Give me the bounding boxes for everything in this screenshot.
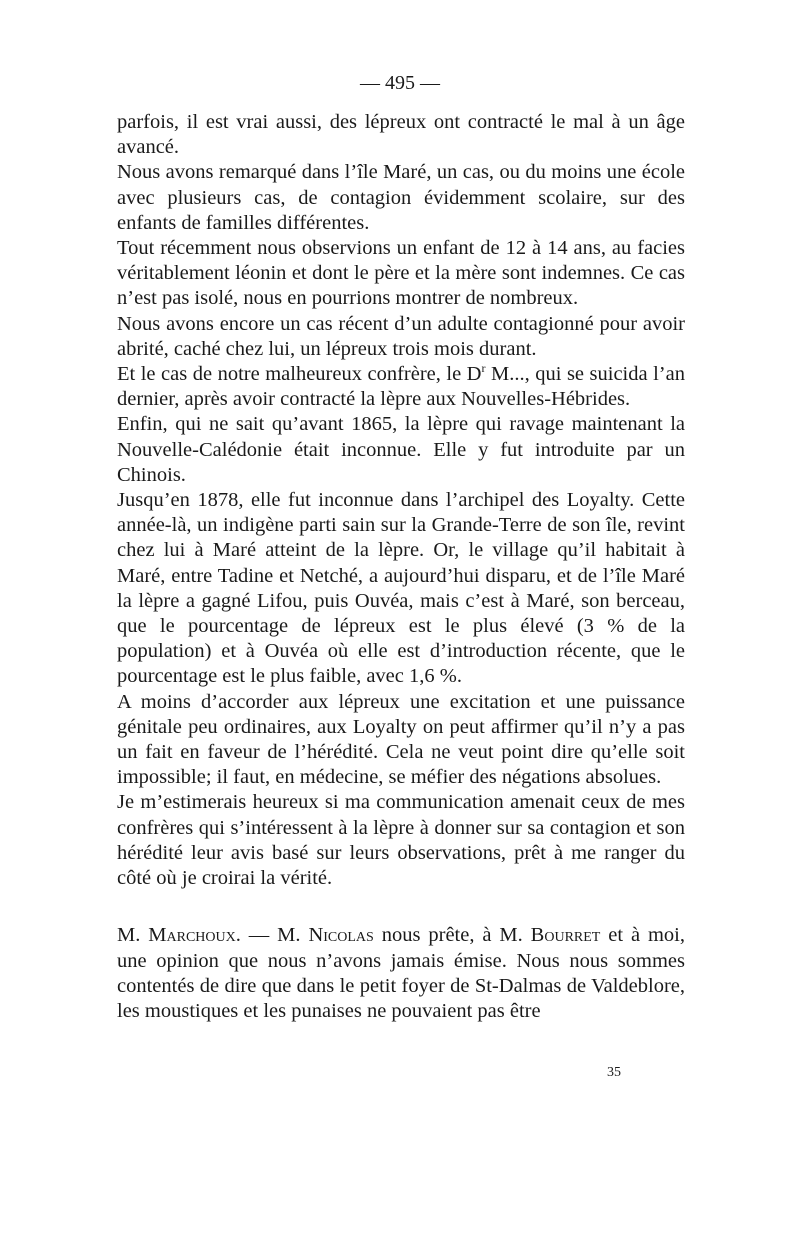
cited-name: Bourret [530,924,601,947]
speaker-name: M. Marchoux. [117,924,241,947]
paragraph: Nous avons remarqué dans l’île Maré, un cas, ou du moins une école avec plusieurs cas, de contagion évidemment scolaire, sur des enfants de familles différentes. [117,161,685,234]
body-text [117,110,685,1024]
discussion-paragraph [117,923,685,1024]
discussion-text: et à moi, une opinion que nous n’avons jamais émise. Nous nous sommes contentés de dire que dans le petit foyer de St-Dalmas de Valdeblore, les moustiques et les punaises ne pouvaient pas être [117,924,686,1022]
discussion-text: nous prête, à M. [373,924,531,947]
paragraph: Jusqu’en 1878, elle fut inconnue dans l’archipel des Loyalty. Cette année-là, un indigène parti sain sur la Grande-Terre de son île, revint chez lui à Maré atteint de la lèpre. Or, le village qu’il habitait à Maré, entre Tadine et Netché, a aujourd’hui disparu, et de l’île Maré la lèpre a gagné Lifou, puis Ouvéa, mais c’est à Maré, son berceau, que le pourcentage de lépreux est le plus élevé (3 % de la population) et à Ouvéa où elle est d’introduction récente, que le pourcentage est le plus faible, avec 1,6 %. [117,489,685,688]
paragraph: Je m’estimerais heureux si ma communication amenait ceux de mes confrères qui s’intéressent à la lèpre à donner sur sa contagion et son hérédité leur avis basé sur leurs observations, prêt à me ranger du côté où je croirai la vérité. [117,791,685,890]
discussion-text: — M. [240,924,309,947]
paragraph: A moins d’accorder aux lépreux une excitation et une puissance génitale peu ordinaires, aux Loyalty on peut affirmer qu’il n’y a pas un fait en faveur de l’hérédité. Cela ne veut point dire qu’elle soit impossible; il faut, en médecine, se méfier des négations absolues. [117,690,685,789]
cited-name: Nicolas [308,924,374,947]
paragraph-text: Et le cas de notre malheureux confrère, le D [117,363,482,386]
section-gap [117,891,685,923]
paragraph-text: M..., qui se suicida l’an dernier, après avoir contracté la lèpre aux Nouvelles-Hébrides. [117,363,685,411]
page-number: — 495 — [360,72,440,94]
paragraph: Enfin, qui ne sait qu’avant 1865, la lèpre qui ravage maintenant la Nouvelle-Calédonie était inconnue. Elle y fut introduite par un Chinois. [117,413,685,486]
paragraph: Tout récemment nous observions un enfant de 12 à 14 ans, au facies véritablement léonin et dont le père et la mère sont indemnes. Ce cas n’est pas isolé, nous en pourrions montrer de nombreux. [117,237,685,310]
paragraph: parfois, il est vrai aussi, des lépreux ont contracté le mal à un âge avancé. [117,111,685,159]
superscript: r [481,361,486,376]
paragraph: Nous avons encore un cas récent d’un adulte contagionné pour avoir abrité, caché chez lui, un lépreux trois mois durant. [117,312,685,360]
signature-mark: 35 [607,1065,621,1080]
paragraph [117,362,685,412]
